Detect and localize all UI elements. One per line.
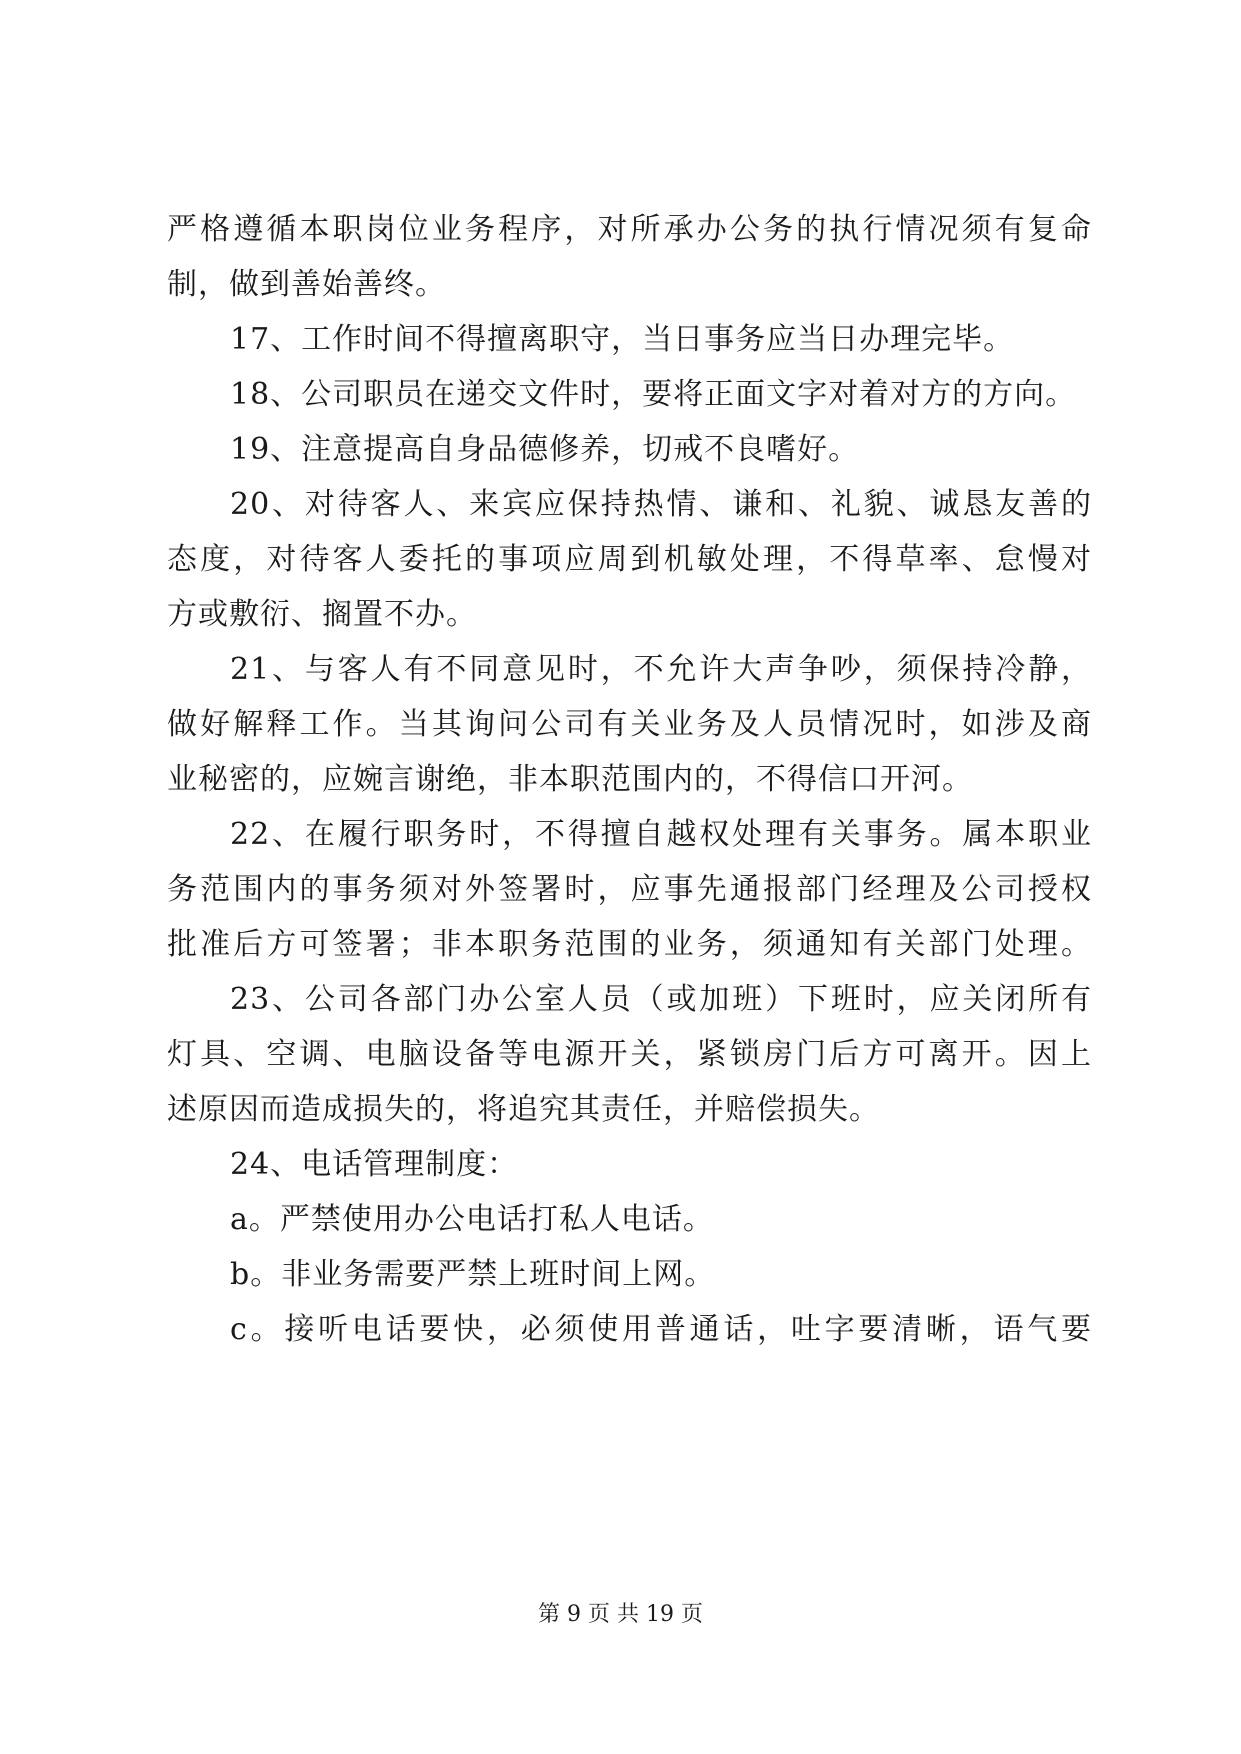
text-line: 述原因而造成损失的，将追究其责任，并赔偿损失。: [167, 1092, 880, 1127]
text-line: 严格遵循本职岗位业务程序，对所承办公务的执行情况须有复命: [167, 212, 1092, 247]
text-line: 21、与客人有不同意见时，不允许大声争吵，须保持冷静，: [230, 652, 1092, 687]
text-line: 方或敷衍、搁置不办。: [167, 597, 477, 632]
text-line: 19、注意提高自身品德修养，切戒不良嗜好。: [230, 432, 860, 467]
text-line: 24、电话管理制度：: [230, 1147, 519, 1182]
text-line: 制，做到善始善终。: [167, 267, 446, 302]
text-line: c。接听电话要快，必须使用普通话，吐字要清晰，语气要: [230, 1312, 1092, 1347]
text-line: 22、在履行职务时，不得擅自越权处理有关事务。属本职业: [230, 817, 1092, 852]
text-line: 业秘密的，应婉言谢绝，非本职范围内的，不得信口开河。: [167, 762, 973, 797]
text-line: 18、公司职员在递交文件时，要将正面文字对着对方的方向。: [230, 377, 1077, 412]
text-line: 20、对待客人、来宾应保持热情、谦和、礼貌、诚恳友善的: [230, 487, 1092, 522]
text-line: 灯具、空调、电脑设备等电源开关，紧锁房门后方可离开。因上: [167, 1037, 1092, 1072]
text-line: 做好解释工作。当其询问公司有关业务及人员情况时，如涉及商: [167, 707, 1092, 742]
text-line: 23、公司各部门办公室人员（或加班）下班时，应关闭所有: [230, 982, 1092, 1017]
text-line: a。严禁使用办公电话打私人电话。: [230, 1202, 714, 1237]
text-line: 态度，对待客人委托的事项应周到机敏处理，不得草率、怠慢对: [167, 542, 1092, 577]
text-line: 17、工作时间不得擅离职守，当日事务应当日办理完毕。: [230, 322, 1015, 357]
text-line: b。非业务需要严禁上班时间上网。: [230, 1257, 716, 1292]
text-line: 批准后方可签署；非本职务范围的业务，须通知有关部门处理。: [167, 927, 1092, 962]
page-number-footer: 第 9 页 共 19 页: [538, 1602, 703, 1627]
text-line: 务范围内的事务须对外签署时，应事先通报部门经理及公司授权: [167, 872, 1092, 907]
